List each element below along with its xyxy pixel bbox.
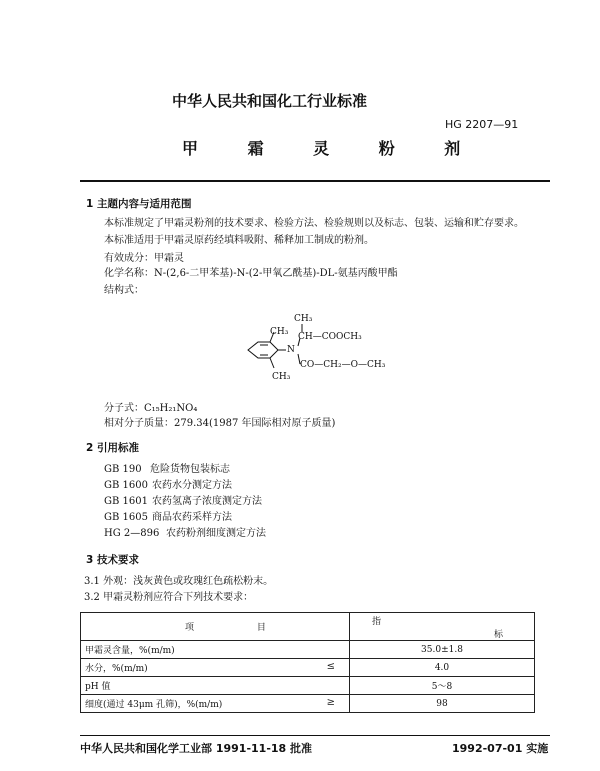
structural-formula xyxy=(240,310,400,390)
header-index-b: 标 xyxy=(494,629,504,640)
row-value: 4.0 xyxy=(350,659,535,677)
row-name: 甲霜灵含量，%(m/m) xyxy=(81,641,350,659)
standard-name: 中华人民共和国化工行业标准 xyxy=(172,92,368,110)
section-3-item-1: 3.1 外观：浅灰黄色或玫瑰红色疏松粉末。 xyxy=(84,576,274,587)
table-row xyxy=(81,659,535,677)
section-3-item-2: 3.2 甲霜灵粉剂应符合下列技术要求： xyxy=(84,592,254,603)
ref-code-1: GB 190 xyxy=(104,464,142,475)
table-row xyxy=(81,695,535,713)
header-index-cell xyxy=(350,613,535,641)
ch-cooch3: CH—COOCH₃ xyxy=(298,332,362,342)
table-row xyxy=(81,641,535,659)
section-2-heading: 2 引用标准 xyxy=(86,442,139,454)
header-index-a: 指 xyxy=(372,616,382,627)
row-value: 5～8 xyxy=(350,677,535,695)
row-name: 水分，%(m/m) ≤ xyxy=(81,659,350,677)
standard-code: HG 2207—91 xyxy=(445,118,519,131)
ref-name-5: 农药粉剂细度测定方法 xyxy=(166,528,266,539)
section-1-line-1: 本标准规定了甲霜灵粉剂的技术要求、检验方法、检验规则以及标志、包装、运输和贮存要求。 xyxy=(104,218,524,229)
approval-line: 中华人民共和国化学工业部 1991-11-18 批准 xyxy=(80,742,313,755)
header-rule xyxy=(80,180,550,182)
implementation-date: 1992-07-01 实施 xyxy=(452,742,549,755)
nitrogen-atom: N xyxy=(287,345,295,355)
section-1-line-3: 有效成分：甲霜灵 xyxy=(104,253,184,264)
document-title: 甲 霜 灵 粉 剂 xyxy=(182,139,483,158)
ref-name-3: 农药氢离子浓度测定方法 xyxy=(152,496,262,507)
section-1-line-4: 化学名称：N-(2,6-二甲苯基)-N-(2-甲氧乙酰基)-DL-氨基丙酸甲酯 xyxy=(104,268,398,279)
footer-rule xyxy=(80,735,550,736)
co-chain: CO—CH₂—O—CH₃ xyxy=(300,360,386,370)
molecular-formula: 分子式：C₁₅H₂₁NO₄ xyxy=(104,403,198,414)
section-1-line-5: 结构式： xyxy=(104,285,144,296)
header-item-a: 项 xyxy=(185,623,195,633)
ref-name-2: 农药水分测定方法 xyxy=(152,480,232,491)
row-name: 细度(通过 43μm 孔筛)，%(m/m) ≥ xyxy=(81,695,350,713)
row-value: 98 xyxy=(350,695,535,713)
header-item-cell xyxy=(81,613,350,641)
table-row xyxy=(81,677,535,695)
row-value: 35.0±1.8 xyxy=(350,641,535,659)
benzene-ring xyxy=(248,342,278,358)
ref-name-4: 商品农药采样方法 xyxy=(152,512,232,523)
ref-code-5: HG 2—896 xyxy=(104,528,160,539)
ref-name-1: 危险货物包装标志 xyxy=(150,464,230,475)
section-3-heading: 3 技术要求 xyxy=(86,554,139,566)
header-item-b: 目 xyxy=(256,623,266,633)
technical-requirements-table xyxy=(80,612,535,713)
ref-code-2: GB 1600 xyxy=(104,480,148,491)
ch3-bottom: CH₃ xyxy=(272,372,291,382)
table-header-row xyxy=(81,613,535,641)
section-1-line-2: 本标准适用于甲霜灵原药经填料吸附、稀释加工制成的粉剂。 xyxy=(104,235,374,246)
row-name: pH 值 xyxy=(81,677,350,695)
section-1-heading: 1 主题内容与适用范围 xyxy=(86,198,192,210)
benzene-ring-diagram xyxy=(240,310,400,390)
ref-code-4: GB 1605 xyxy=(104,512,148,523)
molecular-mass: 相对分子质量：279.34(1987 年国际相对原子质量) xyxy=(104,418,336,429)
ch3-left: CH₃ xyxy=(270,327,289,337)
ref-code-3: GB 1601 xyxy=(104,496,148,507)
ch3-top: CH₃ xyxy=(294,314,313,324)
